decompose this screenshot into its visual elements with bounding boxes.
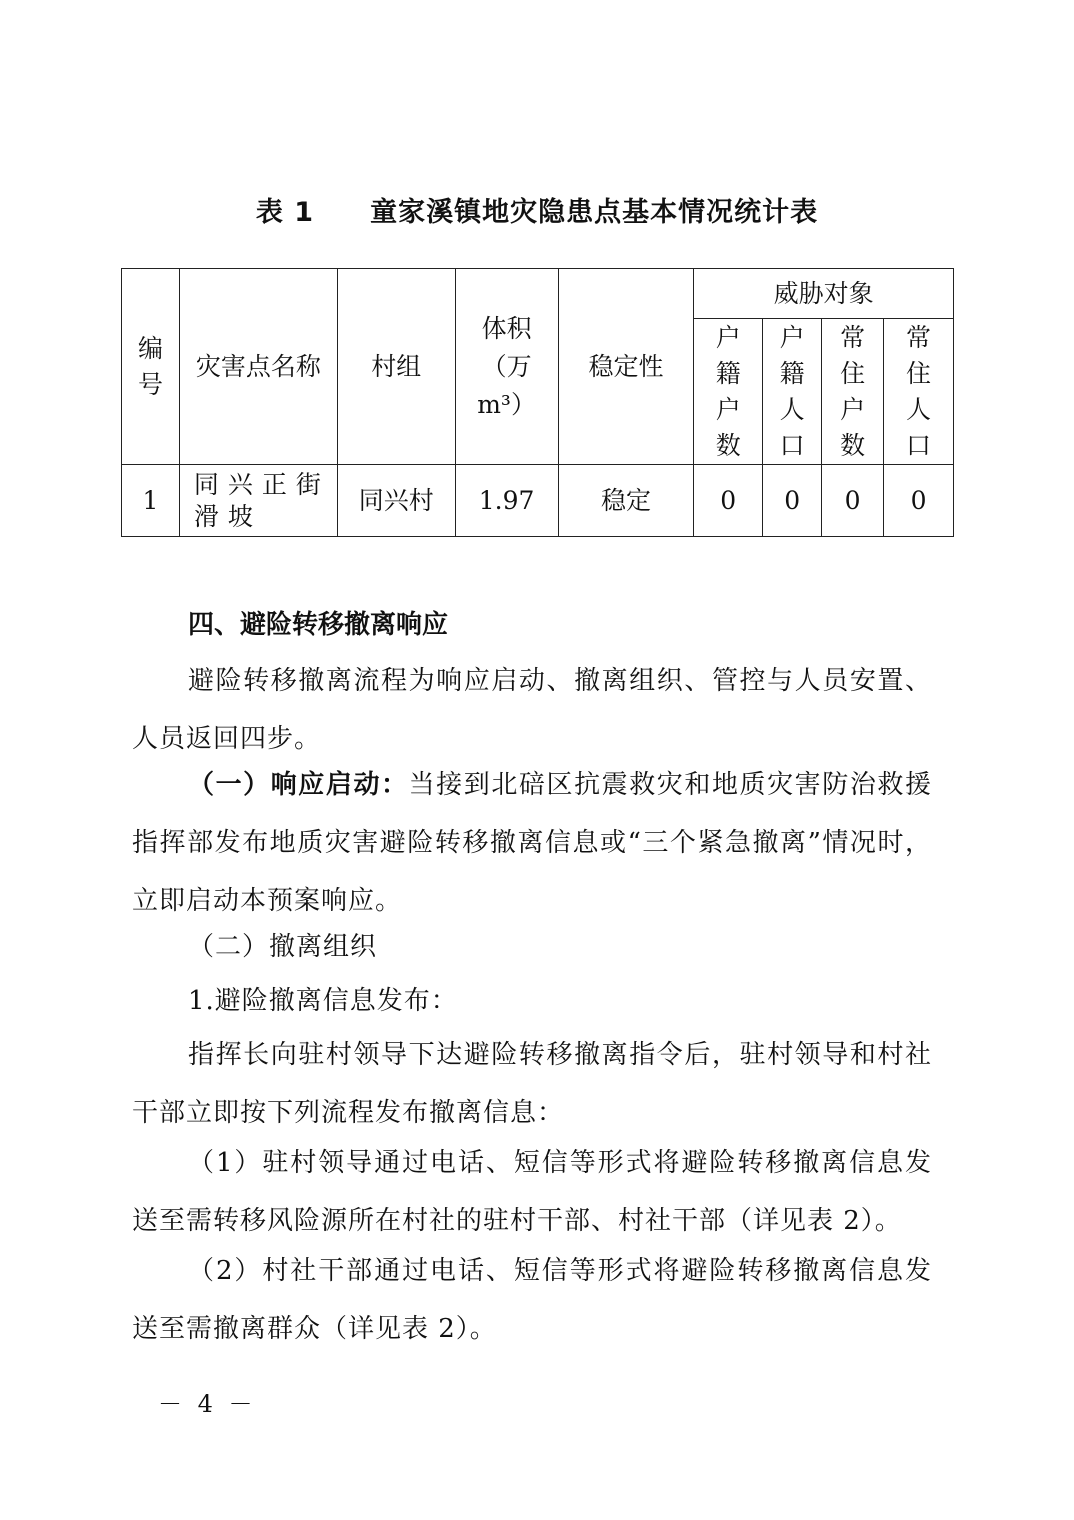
paragraph-info-release: 1.避险撤离信息发布： [188,986,458,1016]
cell-id: 1 [122,465,180,537]
header-name: 灾害点名称 [179,269,337,465]
cell-resident-households: 0 [822,465,884,537]
header-threat-population: 户籍人口 [763,319,822,465]
header-resident-population: 常住人口 [884,319,954,465]
hazard-statistics-table [121,268,954,537]
header-village: 村组 [337,269,455,465]
cell-threat-population: 0 [763,465,822,537]
paragraph-process: 避险转移撤离流程为响应启动、撤离组织、管控与人员安置、人员返回四步。 [132,666,932,754]
cell-village: 同兴村 [337,465,455,537]
cell-stability: 稳定 [558,465,694,537]
paragraph-response-start [132,756,932,930]
header-id: 编号 [122,269,180,465]
table-title: 表 1 童家溪镇地灾隐患点基本情况统计表 [255,197,819,228]
header-stability: 稳定性 [558,269,694,465]
section-heading: 四、避险转移撤离响应 [188,610,449,640]
paragraph-evacuation-organization: （二）撤离组织 [188,932,378,962]
header-threat-group: 威胁对象 [694,269,954,319]
header-volume: 体积（万 m³） [455,269,558,465]
cell-threat-households: 0 [694,465,763,537]
cell-name: 同兴正街滑坡 [179,465,337,537]
header-resident-households: 常住户数 [822,319,884,465]
paragraph-response-start-text: 当接到北碚区抗震救灾和地质灾害防治救援指挥部发布地质灾害避险转移撤离信息或“三个紧急撤离”情况时，立即启动本预案响应。 [132,770,932,916]
paragraph-step-1: （1）驻村领导通过电话、短信等形式将避险转移撤离信息发送至需转移风险源所在村社的驻村干部、村社干部（详见表 2）。 [132,1148,932,1236]
cell-volume: 1.97 [455,465,558,537]
table-row [122,465,954,537]
paragraph-response-start-lead: （一）响应启动： [188,770,409,800]
paragraph-step-2: （2）村社干部通过电话、短信等形式将避险转移撤离信息发送至需撤离群众（详见表 2）。 [132,1256,932,1344]
page-number: － 4 － [158,1390,257,1418]
cell-resident-population: 0 [884,465,954,537]
header-threat-households: 户籍户数 [694,319,763,465]
paragraph-instruction: 指挥长向驻村领导下达避险转移撤离指令后，驻村领导和村社干部立即按下列流程发布撤离信息： [132,1040,932,1128]
